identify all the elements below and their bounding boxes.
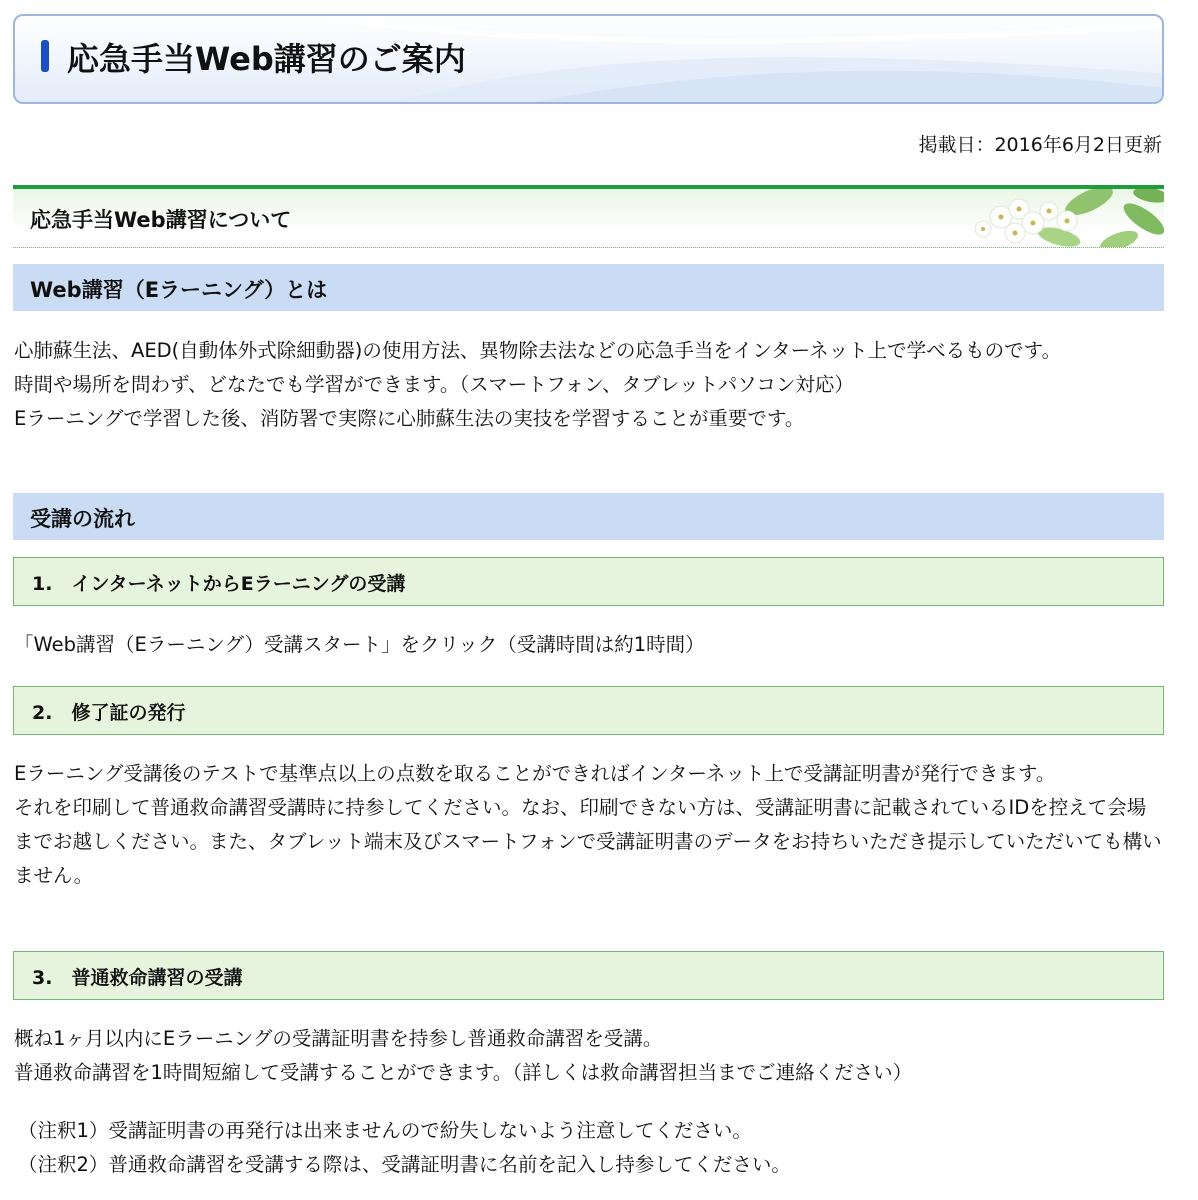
- page-title: 応急手当Web講習のご案内: [67, 40, 466, 78]
- about-line: Eラーニングで学習した後、消防署で実際に心肺蘇生法の実技を学習することが重要です。: [14, 407, 805, 430]
- flower-decoration-icon: [939, 189, 1164, 248]
- step-2-body: [14, 757, 1164, 893]
- section-heading-text: 応急手当Web講習について: [30, 208, 292, 232]
- publish-date: 掲載日：2016年6月2日更新: [918, 134, 1162, 156]
- step-3-title: 3. 普通救命講習の受講: [32, 967, 243, 989]
- about-body: [14, 334, 1164, 436]
- note-item: （注釈2）普通救命講習を受講する際は、受講証明書に名前を記入し持参してください。: [18, 1153, 791, 1176]
- about-heading: [13, 264, 1164, 311]
- notes: [14, 1114, 1164, 1182]
- note-item: （注釈1）受講証明書の再発行は出来ませんので紛失しないよう注意してください。: [18, 1119, 752, 1142]
- step-2-heading: [13, 686, 1164, 735]
- step-3-body: [14, 1022, 1164, 1090]
- about-heading-text: Web講習（Eラーニング）とは: [30, 278, 328, 302]
- step-1-line: 「Web講習（Eラーニング）受講スタート」をクリック（受講時間は約1時間）: [14, 633, 705, 656]
- section-heading: [13, 185, 1164, 248]
- step-1-title: 1. インターネットからEラーニングの受講: [32, 573, 406, 595]
- about-line: 時間や場所を問わず、どなたでも学習ができます。（スマートフォン、タブレットパソコン対応）: [14, 373, 854, 396]
- about-line: 心肺蘇生法、AED(自動体外式除細動器)の使用方法、異物除去法などの応急手当をインターネット上で学べるものです。: [14, 339, 1062, 362]
- step-3-heading: [13, 951, 1164, 1000]
- flow-heading: [13, 493, 1164, 540]
- page-title-box: [13, 14, 1164, 104]
- step-2-line: Eラーニング受講後のテストで基準点以上の点数を取ることができればインターネット上で受講証明書が発行できます。: [14, 762, 1056, 785]
- flow-heading-text: 受講の流れ: [30, 507, 135, 531]
- title-accent-bar: [41, 40, 49, 72]
- step-3-line: 概ね1ヶ月以内にEラーニングの受講証明書を持参し普通救命講習を受講。: [14, 1027, 663, 1050]
- step-1-body: [14, 628, 1164, 662]
- step-2-title: 2. 修了証の発行: [32, 702, 186, 724]
- step-3-line: 普通救命講習を1時間短縮して受講することができます。（詳しくは救命講習担当までご連絡ください）: [14, 1061, 913, 1084]
- step-2-line: それを印刷して普通救命講習受講時に持参してください。なお、印刷できない方は、受講証明書に記載されているIDを控えて会場までお越しください。また、タブレット端末及びスマートフォンで受講証明書のデータをお持ちいただき提示していただいても構いません。: [14, 796, 1162, 887]
- step-1-heading: [13, 557, 1164, 606]
